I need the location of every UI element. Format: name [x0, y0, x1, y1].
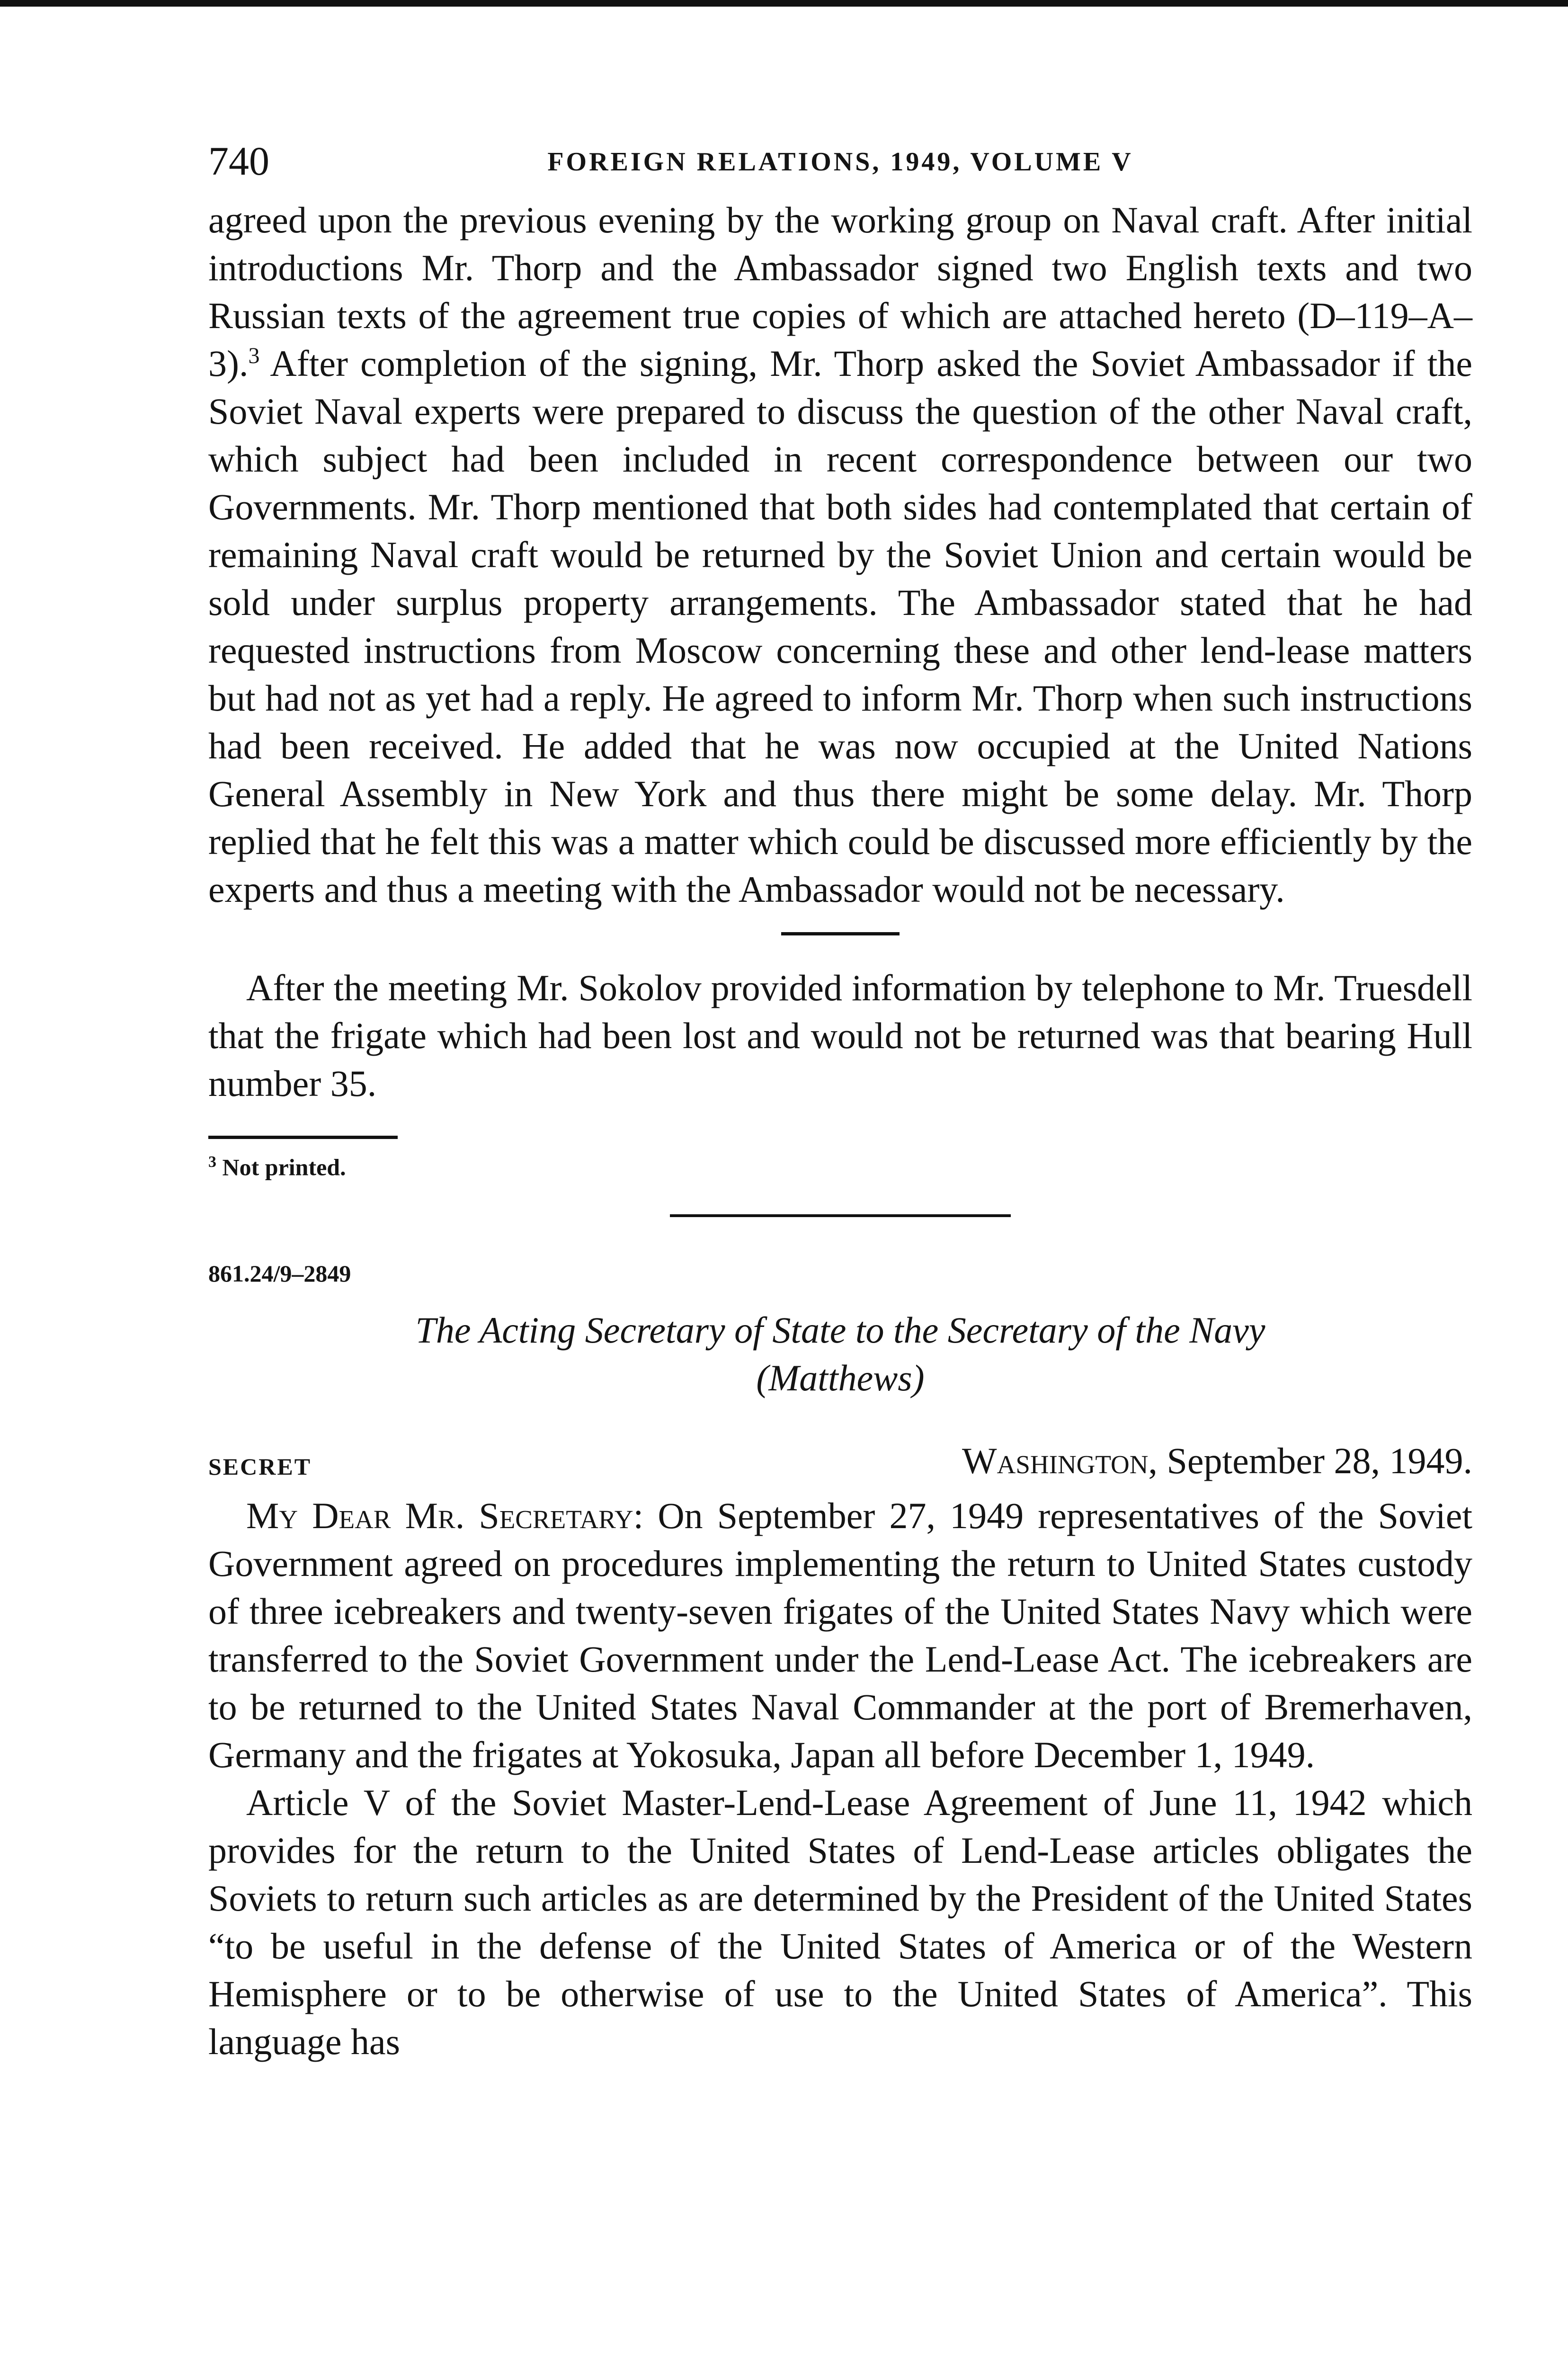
page-number: 740: [208, 138, 269, 184]
memo-paragraph-1: [208, 196, 1472, 913]
document-page: [208, 133, 1472, 2065]
place: Washington,: [962, 1440, 1158, 1481]
footnote-reference: 3: [248, 343, 260, 368]
top-border: [0, 0, 1568, 7]
memo-paragraph-2: After the meeting Mr. Sokolov provided information by telephone to Mr. Truesdell that the frigate which had been lost and would not be returned was that bearing Hull number 35.: [208, 967, 1472, 1104]
footnote: [208, 1153, 1472, 1181]
document-divider: [670, 1214, 1011, 1217]
running-head: FOREIGN RELATIONS, 1949, VOLUME V: [547, 147, 1133, 177]
memo-paragraph-1-text-b: After completion of the signing, Mr. Thorp asked the Soviet Ambassador if the Soviet Naval experts were prepared to discuss the question of the other Naval craft, which subject had been included in recent correspondence between our two Governments. Mr. Thorp mentioned that both sides had contemplated that certain of remaining Naval craft would be returned by the Soviet Union and certain would be sold under surplus property arrangements. The Ambassador stated that he had requested instructions from Moscow concerning these and other lend-lease matters but had not as yet had a reply. He agreed to inform Mr. Thorp when such instructions had been received. He added that he was now occupied at the United Nations General Assembly in New York and thus there might be some delay. Mr. Thorp replied that he felt this was a matter which could be discussed more efficiently by the experts and thus a meeting with the Ambassador would not be necessary.: [208, 343, 1472, 910]
letter-paragraph-1-text: On September 27, 1949 representatives of the Soviet Government agreed on procedures implementing the return to United States custody of three icebreakers and twenty-seven frigates of the United States Navy which were transferred to the Soviet Government under the Lend-Lease Act. The icebreakers are to be returned to the United States Naval Commander at the port of Bremerhaven, Germany and the frigates at Yokosuka, Japan all before December 1, 1949.: [208, 1495, 1472, 1775]
place-date: [962, 1440, 1472, 1482]
document-title-line-1: The Acting Secretary of State to the Secretary of the Navy: [415, 1309, 1265, 1351]
footnote-marker: 3: [208, 1153, 216, 1171]
memo-paragraph-1-text-a: agreed upon the previous evening by the working group on Naval craft. After initial introductions Mr. Thorp and the Ambassador signed two English texts and two Russian texts of the agreement true copies of which are attached hereto (D–119–A–3).: [208, 199, 1472, 384]
section-divider: [781, 932, 900, 935]
letter-paragraph-2: Article V of the Soviet Master-Lend-Lease Agreement of June 11, 1942 which provides for the return to the United States of Lend-Lease articles obligates the Soviets to return such articles as are determined by the President of the United States “to be useful in the defense of the United States of America or of the Western Hemisphere or to be otherwise of use to the United States of America”. This language has: [208, 1781, 1472, 2062]
date: September 28, 1949.: [1167, 1440, 1472, 1481]
letter-paragraph-1: [208, 1492, 1472, 1779]
footnote-divider: [208, 1136, 398, 1139]
file-number: 861.24/9–2849: [208, 1260, 351, 1287]
dateline: [208, 1440, 1472, 1492]
salutation: My Dear Mr. Secretary:: [246, 1495, 644, 1536]
document-title-line-2: (Matthews): [756, 1357, 925, 1398]
page-header: [208, 133, 1472, 185]
footnote-text: Not printed.: [222, 1154, 346, 1181]
classification-label: SECRET: [208, 1453, 312, 1480]
